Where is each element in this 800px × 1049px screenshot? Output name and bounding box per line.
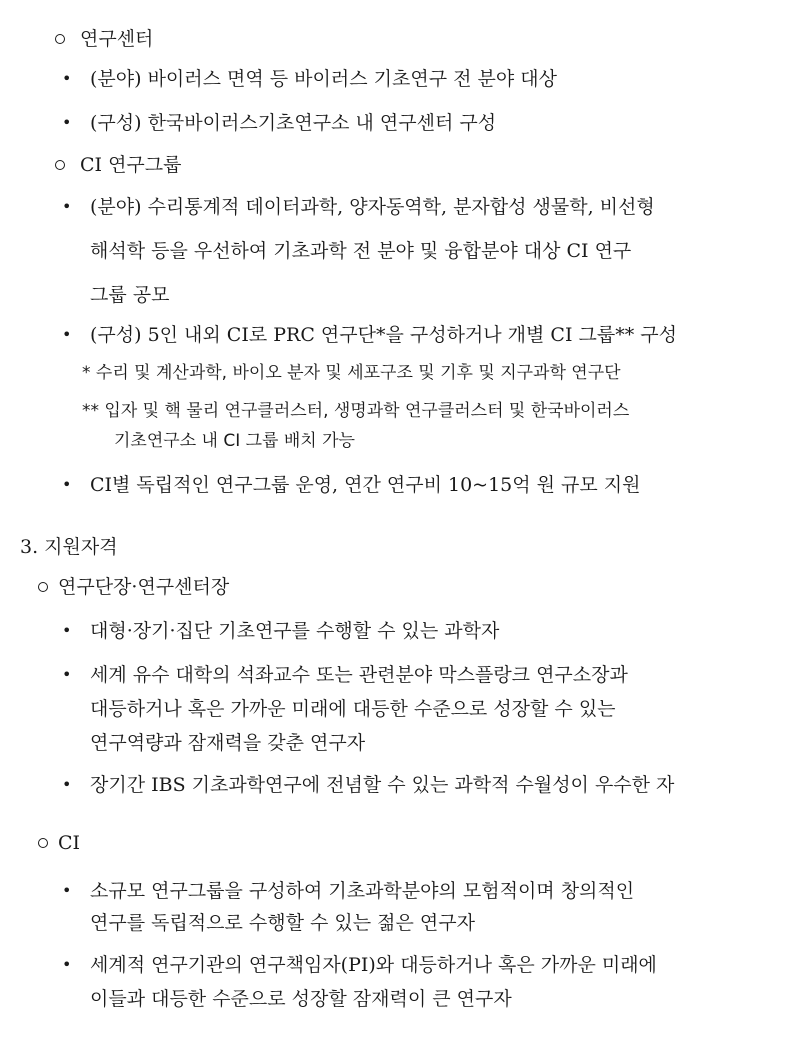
- circle-bullet-icon: [38, 838, 48, 848]
- director-requirement-line: 세계 유수 대학의 석좌교수 또는 관련분야 막스플랑크 연구소장과: [90, 664, 628, 686]
- circle-bullet-icon: [55, 160, 65, 170]
- bullet-icon: •: [62, 775, 72, 794]
- director-requirement-line: 대등하거나 혹은 가까운 미래에 대등한 수준으로 성장할 수 있는: [90, 698, 616, 720]
- circle-bullet-icon: [55, 34, 65, 44]
- ci-group-field-line: 해석학 등을 우선하여 기초과학 전 분야 및 융합분야 대상 CI 연구: [90, 240, 632, 262]
- ci-requirement-line: 연구를 독립적으로 수행할 수 있는 젊은 연구자: [90, 912, 475, 934]
- bullet-icon: •: [62, 665, 72, 684]
- subsection-title-research-center: 연구센터: [80, 28, 154, 50]
- director-requirement: 장기간 IBS 기초과학연구에 전념할 수 있는 과학적 수월성이 우수한 자: [90, 774, 675, 796]
- bullet-icon: •: [62, 621, 72, 640]
- research-center-composition: (구성) 한국바이러스기초연구소 내 연구센터 구성: [90, 112, 497, 134]
- subsection-title-ci: CI: [58, 832, 81, 854]
- director-requirement-line: 연구역량과 잠재력을 갖춘 연구자: [90, 732, 366, 754]
- subsection-title-ci-group: CI 연구그룹: [80, 154, 182, 176]
- ci-requirement-line: 세계적 연구기관의 연구책임자(PI)와 대등하거나 혹은 가까운 미래에: [90, 954, 657, 976]
- ci-group-note: * 수리 및 계산과학, 바이오 분자 및 세포구조 및 기후 및 지구과학 연구단: [82, 363, 621, 383]
- ci-group-field-line: 그룹 공모: [90, 284, 170, 306]
- ci-group-note: 기초연구소 내 CI 그룹 배치 가능: [114, 431, 355, 451]
- ci-group-field-line: (분야) 수리통계적 데이터과학, 양자동역학, 분자합성 생물학, 비선형: [90, 196, 655, 218]
- bullet-icon: •: [62, 69, 72, 88]
- ci-group-support: CI별 독립적인 연구그룹 운영, 연간 연구비 10~15억 원 규모 지원: [90, 474, 641, 496]
- ci-requirement-line: 소규모 연구그룹을 구성하여 기초과학분야의 모험적이며 창의적인: [90, 880, 635, 902]
- circle-bullet-icon: [38, 582, 48, 592]
- bullet-icon: •: [62, 881, 72, 900]
- ci-group-note: ** 입자 및 핵 물리 연구클러스터, 생명과학 연구클러스터 및 한국바이러스: [82, 401, 630, 421]
- bullet-icon: •: [62, 197, 72, 216]
- bullet-icon: •: [62, 325, 72, 344]
- subsection-title-director: 연구단장·연구센터장: [58, 576, 230, 598]
- director-requirement: 대형·장기·집단 기초연구를 수행할 수 있는 과학자: [90, 620, 500, 642]
- ci-requirement-line: 이들과 대등한 수준으로 성장할 잠재력이 큰 연구자: [90, 988, 512, 1010]
- bullet-icon: •: [62, 475, 72, 494]
- ci-group-composition: (구성) 5인 내외 CI로 PRC 연구단*을 구성하거나 개별 CI 그룹** 구성: [90, 324, 677, 346]
- bullet-icon: •: [62, 955, 72, 974]
- research-center-field: (분야) 바이러스 면역 등 바이러스 기초연구 전 분야 대상: [90, 68, 557, 90]
- section-title-eligibility: 3. 지원자격: [20, 536, 118, 558]
- bullet-icon: •: [62, 113, 72, 132]
